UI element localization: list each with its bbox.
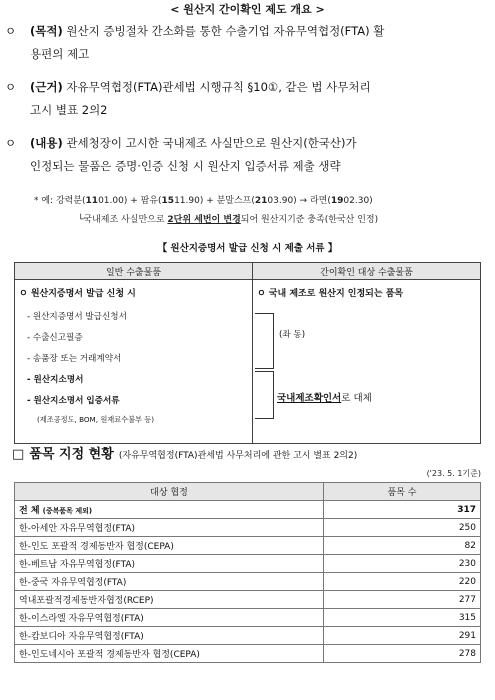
documents-table [14, 262, 481, 444]
column-header: 품목 수 [324, 483, 481, 501]
bullet-key: (목적) [30, 24, 63, 38]
bracket [255, 313, 274, 369]
bullet-purpose [0, 20, 495, 70]
bullet-basis [0, 76, 495, 126]
column-header: 간이확인 대상 수출물품 [253, 263, 481, 280]
bullet-content [0, 132, 495, 182]
list-item: - 송품장 또는 거래계약서 [27, 354, 122, 364]
table-row: 한-이스라엘 자유무역협정(FTA) 315 [15, 609, 481, 627]
table-row: 한-베트남 자유무역협정(FTA) 230 [15, 555, 481, 573]
page-title: < 원산지 간이확인 제도 개요 > [170, 3, 325, 16]
table-row: 한-인도네시아 포괄적 경제동반자 협정(CEPA) 278 [15, 645, 481, 663]
bracket [255, 371, 274, 419]
replacement-note: 국내제조확인서로 대체 [277, 393, 372, 404]
table-row-total: 전 체 (중복품목 제외) 317 [15, 501, 481, 519]
left-heading: ㅇ 원산지증명서 발급 신청 시 [19, 289, 136, 299]
bullet-marker: ㅇ [5, 24, 17, 38]
bullet-marker: ㅇ [5, 136, 17, 150]
list-item: - 수출신고필증 [27, 333, 83, 343]
designation-heading: □ 품목 지정 현황 (자유무역협정(FTA)관세법 사무처리에 관한 고시 별표 2의2) [12, 447, 358, 462]
column-header: 일반 수출물품 [15, 263, 253, 280]
right-heading: ㅇ 국내 제조로 원산지 인정되는 품목 [257, 289, 404, 299]
bullet-text-cont: 용편의 제고 [30, 47, 90, 61]
list-item: - 원산지증명서 발급신청서 [27, 312, 127, 322]
table-row: 역내포괄적경제동반자협정(RCEP) 277 [15, 591, 481, 609]
same-as-left: (좌 동) [279, 330, 306, 340]
example-line: * 예: 강력분(1101.00) + 팜유(1511.90) + 분말스프(2103.90) → 라면(1902.30) [34, 196, 373, 206]
bullet-text: 자유무역협정(FTA)관세법 시행규칙 §10①, 같은 법 사무처리 [66, 80, 371, 94]
table-row: 한-캄보디아 자유무역협정(FTA) 291 [15, 627, 481, 645]
table-row: 한-아세안 자유무역협정(FTA) 250 [15, 519, 481, 537]
bullet-text: 원산지 증빙절차 간소화를 통한 수출기업 자유무역협정(FTA) 활 [66, 24, 385, 38]
list-note: (제조공정도, BOM, 원재료수불부 등) [37, 415, 155, 424]
bullet-marker: ㅇ [5, 80, 17, 94]
list-item: - 원산지소명서 [27, 375, 84, 385]
bullet-key: (내용) [30, 136, 63, 150]
bullet-text: 관세청장이 고시한 국내제조 사실만으로 원산지(한국산)가 [66, 136, 357, 150]
bullet-key: (근거) [30, 80, 63, 94]
bullet-text-cont: 인정되는 물품은 증명·인증 신청 시 원산지 입증서류 제출 생략 [30, 159, 341, 173]
section-title: 【 원산지증명서 발급 신청 시 제출 서류 】 [157, 243, 338, 254]
agreement-table [14, 482, 481, 663]
column-header: 대상 협정 [15, 483, 324, 501]
example-note: └국내제조 사실만으로 2단위 세번이 변경되어 원산지기준 충족(한국산 인정) [78, 215, 379, 225]
table-row: 한-인도 포괄적 경제동반자 협정(CEPA) 82 [15, 537, 481, 555]
table-row: 한-중국 자유무역협정(FTA) 220 [15, 573, 481, 591]
list-item: - 원산지소명서 입증서류 [27, 396, 120, 406]
bullet-text-cont: 고시 별표 2의2 [30, 103, 108, 117]
reference-date: ('23. 5. 1기준) [426, 469, 481, 478]
